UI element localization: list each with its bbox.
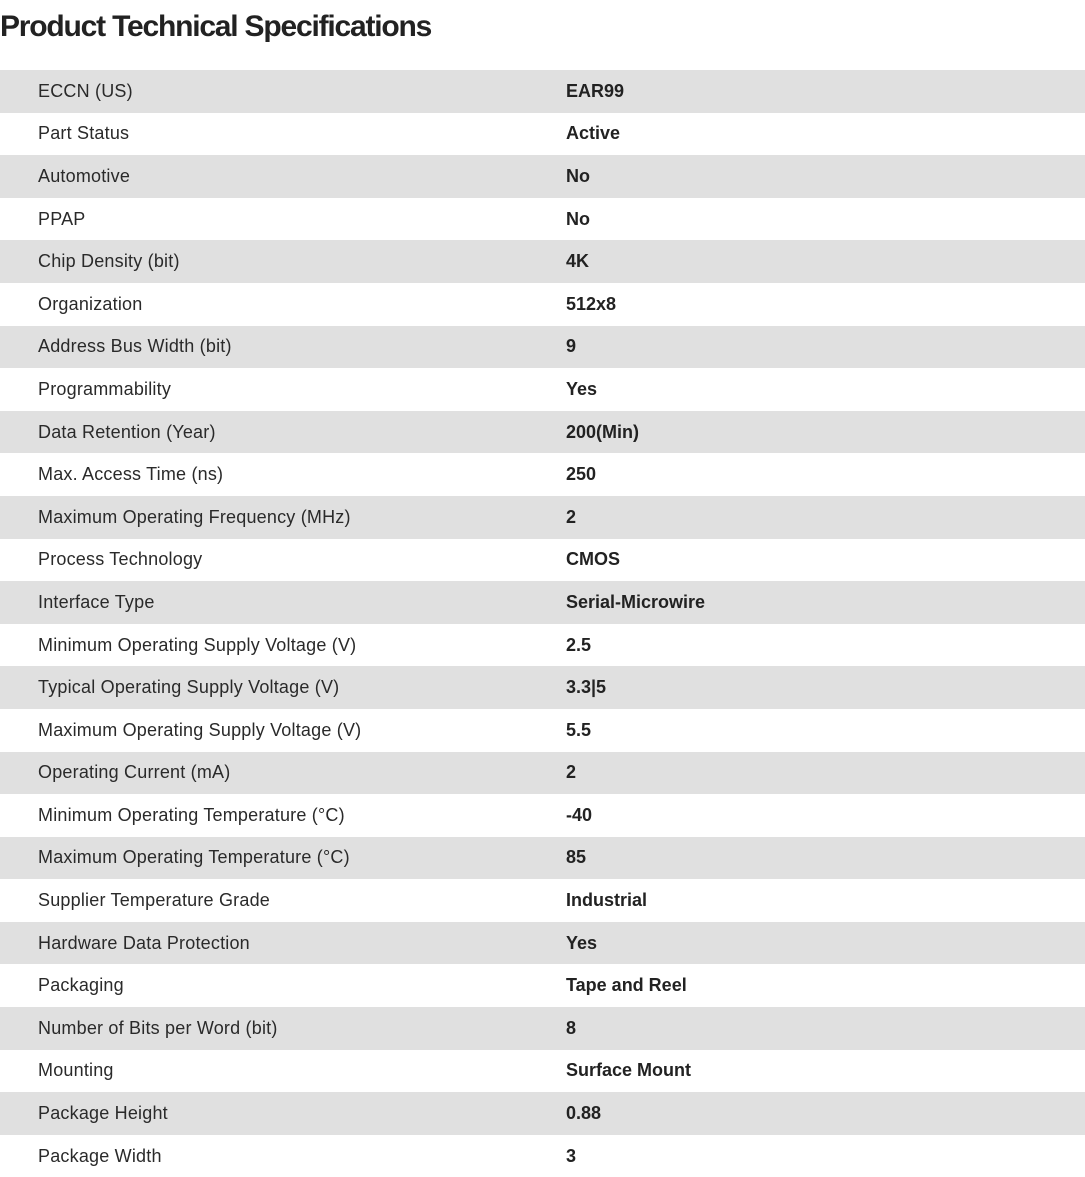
- spec-label: Supplier Temperature Grade: [38, 890, 270, 911]
- spec-row: [0, 539, 1085, 582]
- spec-row: [0, 1050, 1085, 1093]
- spec-row: [0, 326, 1085, 369]
- spec-label: Maximum Operating Temperature (°C): [38, 847, 350, 868]
- spec-value: No: [566, 165, 590, 186]
- spec-value: 512x8: [566, 293, 617, 314]
- spec-label: Address Bus Width (bit): [38, 336, 232, 357]
- spec-label: Minimum Operating Supply Voltage (V): [38, 634, 357, 655]
- spec-row: [0, 368, 1085, 411]
- spec-label: ECCN (US): [38, 80, 133, 101]
- spec-label: Data Retention (Year): [38, 421, 216, 442]
- spec-label: Typical Operating Supply Voltage (V): [38, 677, 340, 698]
- spec-label: Hardware Data Protection: [38, 932, 250, 953]
- spec-row: [0, 198, 1085, 241]
- specifications-table-body: [0, 70, 1085, 1177]
- spec-row: [0, 113, 1085, 156]
- spec-value: 2: [566, 506, 577, 527]
- spec-value: 9: [566, 336, 577, 357]
- spec-row: [0, 666, 1085, 709]
- spec-label: Number of Bits per Word (bit): [38, 1017, 278, 1038]
- spec-label: Process Technology: [38, 549, 203, 570]
- spec-row: [0, 709, 1085, 752]
- spec-value: 2.5: [566, 634, 592, 655]
- spec-value: 3.3|5: [566, 677, 607, 698]
- spec-label: Maximum Operating Supply Voltage (V): [38, 719, 362, 740]
- spec-value: Active: [566, 123, 621, 144]
- spec-label: Package Height: [38, 1103, 168, 1124]
- spec-label: Max. Access Time (ns): [38, 464, 224, 485]
- spec-label: Package Width: [38, 1145, 162, 1166]
- spec-value: EAR99: [566, 80, 625, 101]
- spec-label: Organization: [38, 293, 143, 314]
- spec-value: 2: [566, 762, 577, 783]
- spec-row: [0, 624, 1085, 667]
- spec-row: [0, 453, 1085, 496]
- spec-value: Surface Mount: [566, 1060, 692, 1081]
- spec-label: Automotive: [38, 165, 131, 186]
- spec-value: No: [566, 208, 590, 229]
- spec-value: 8: [566, 1017, 577, 1038]
- spec-label: Mounting: [38, 1060, 114, 1081]
- spec-label: Maximum Operating Frequency (MHz): [38, 506, 351, 527]
- spec-value: 3: [566, 1145, 577, 1166]
- spec-label: Minimum Operating Temperature (°C): [38, 804, 345, 825]
- spec-value: Yes: [566, 932, 598, 953]
- spec-row: [0, 1135, 1085, 1177]
- spec-value: -40: [566, 804, 593, 825]
- spec-value: Serial-Microwire: [566, 591, 706, 612]
- spec-row: [0, 794, 1085, 837]
- spec-row: [0, 837, 1085, 880]
- spec-value: Tape and Reel: [566, 975, 687, 996]
- spec-value: Yes: [566, 378, 598, 399]
- spec-label: Chip Density (bit): [38, 251, 180, 272]
- spec-row: [0, 240, 1085, 283]
- spec-label: Part Status: [38, 123, 130, 144]
- spec-value: 4K: [566, 251, 590, 272]
- spec-value: CMOS: [566, 549, 620, 570]
- specifications-table: [0, 70, 1085, 1177]
- spec-value: 85: [566, 847, 587, 868]
- spec-value: 5.5: [566, 719, 592, 740]
- page-title: Product Technical Specifications: [0, 10, 432, 43]
- spec-row: [0, 1092, 1085, 1135]
- spec-row: [0, 70, 1085, 113]
- spec-row: [0, 1007, 1085, 1050]
- spec-row: [0, 964, 1085, 1007]
- spec-row: [0, 879, 1085, 922]
- spec-label: Packaging: [38, 975, 124, 996]
- spec-label: Programmability: [38, 378, 172, 399]
- spec-label: Interface Type: [38, 591, 155, 612]
- spec-row: [0, 496, 1085, 539]
- spec-value: Industrial: [566, 890, 648, 911]
- spec-label: Operating Current (mA): [38, 762, 231, 783]
- spec-row: [0, 411, 1085, 454]
- spec-row: [0, 581, 1085, 624]
- spec-row: [0, 922, 1085, 965]
- spec-row: [0, 155, 1085, 198]
- spec-row: [0, 752, 1085, 795]
- spec-value: 0.88: [566, 1103, 602, 1124]
- spec-row: [0, 283, 1085, 326]
- spec-value: 250: [566, 464, 597, 485]
- spec-label: PPAP: [38, 208, 86, 229]
- spec-value: 200(Min): [566, 421, 640, 442]
